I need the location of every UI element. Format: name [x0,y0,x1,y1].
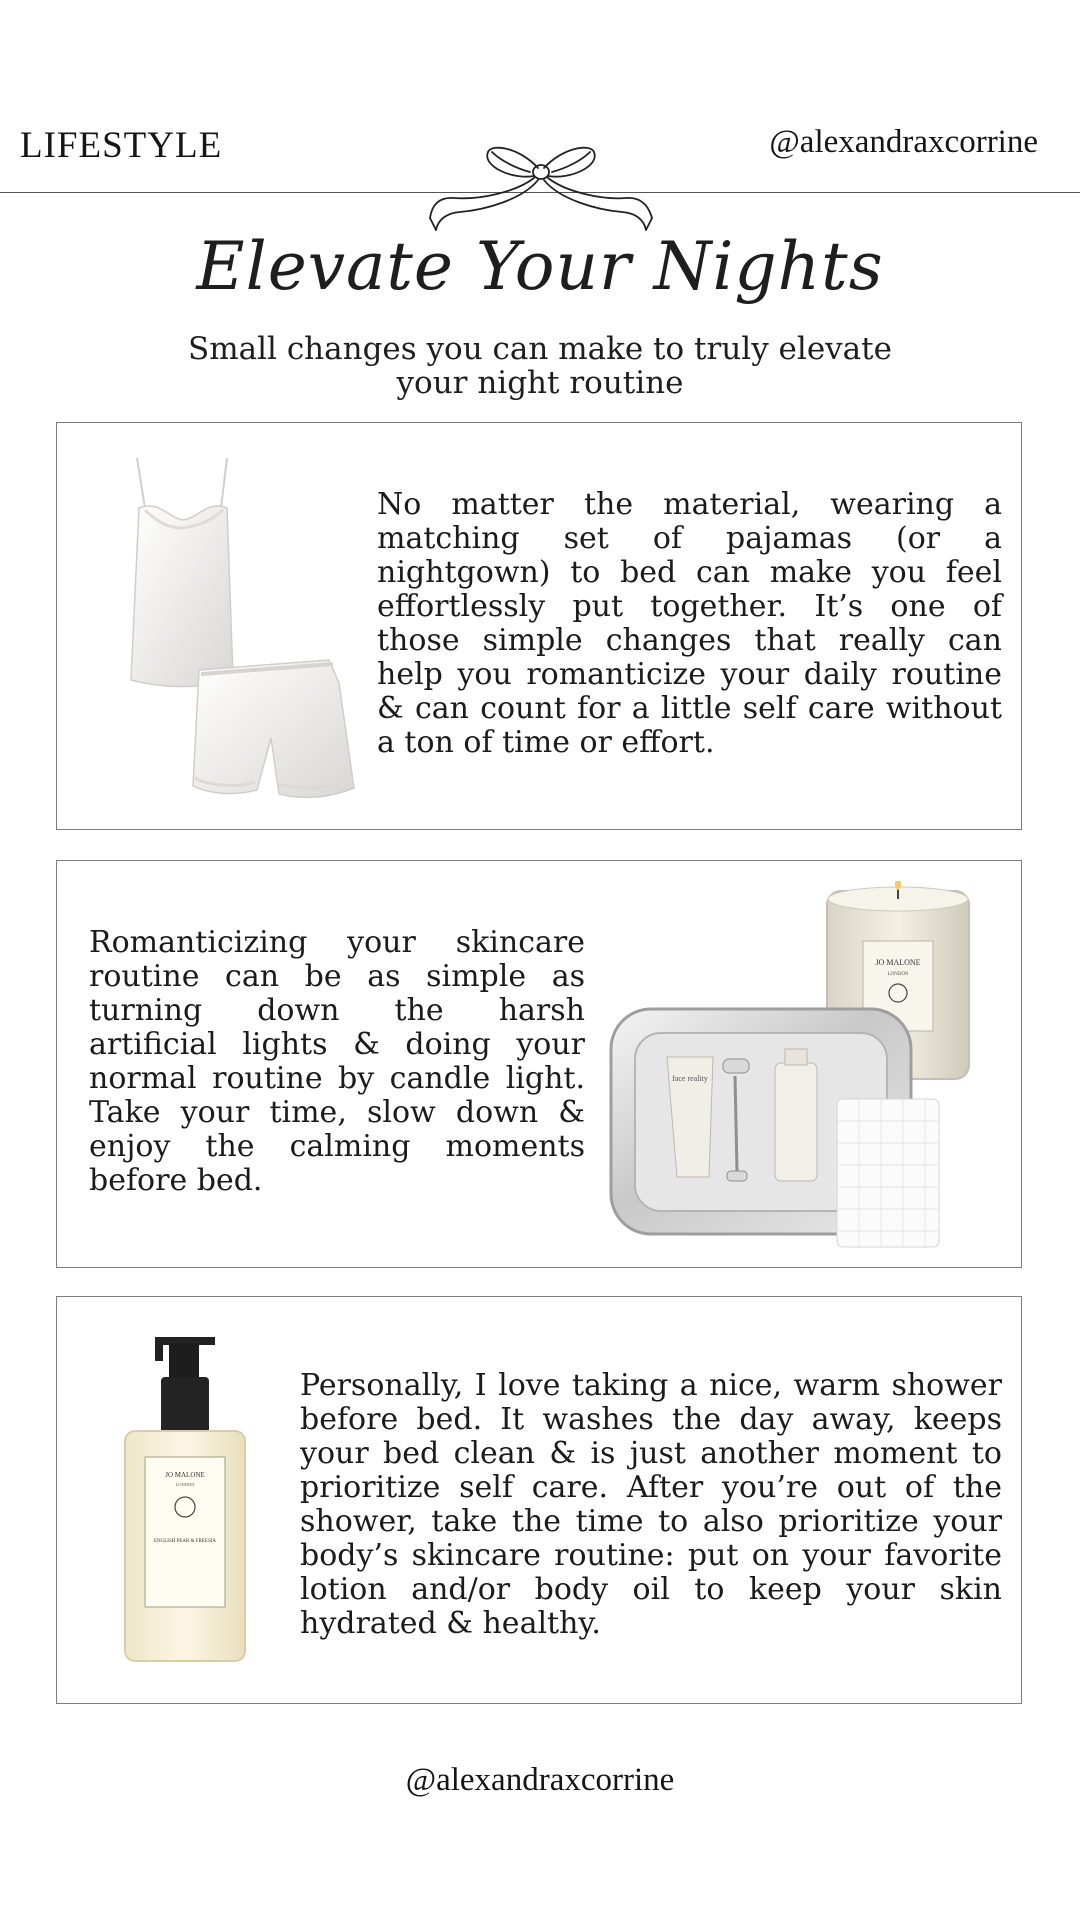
svg-text:ENGLISH PEAR & FREESIA: ENGLISH PEAR & FREESIA [153,1539,217,1544]
body-wash-bottle-image [115,1337,275,1667]
svg-text:LONDON: LONDON [887,972,909,977]
header-handle: @alexandraxcorrine [769,124,1038,160]
svg-text:JO MALONE: JO MALONE [875,958,921,967]
footer-handle: @alexandraxcorrine [405,1762,675,1798]
svg-text:LONDON: LONDON [175,1482,195,1487]
page-title: Elevate Your Nights [196,228,884,305]
tip-card-shower [56,1296,1022,1704]
tip-card-pajamas [56,422,1022,830]
page-subtitle: Small changes you can make to truly elevate your night routine [188,331,892,401]
svg-text:JO MALONE: JO MALONE [165,1471,205,1479]
tip-card-skincare [56,860,1022,1268]
tip-text: Personally, I love taking a nice, warm shower before bed. It washes the day away, keeps your bed clean & is just another moment to prioritize self care. After you’re out of the shower, take the time to also prioritize your body’s skincare routine: put on your favorite lotion and/or body oil to keep your skin hydrated & healthy. [300,1368,1002,1641]
tip-text: No matter the material, wearing a matching set of pajamas (or a nightgown) to bed can make you feel effortlessly put together. It’s one of those simple changes that really can help you romanticize your daily routine & can count for a little self care without a ton of time or effort. [377,487,1002,760]
candle-skincare-image [605,881,1015,1256]
brand-label: LIFESTYLE [20,125,223,166]
pajama-set-image [109,438,369,818]
tip-text: Romanticizing your skincare routine can be as simple as turning down the harsh artificial lights & doing your normal routine by candle light. Take your time, slow down & enjoy the calming moments before bed. [89,925,585,1198]
svg-text:face reality: face reality [672,1074,708,1083]
